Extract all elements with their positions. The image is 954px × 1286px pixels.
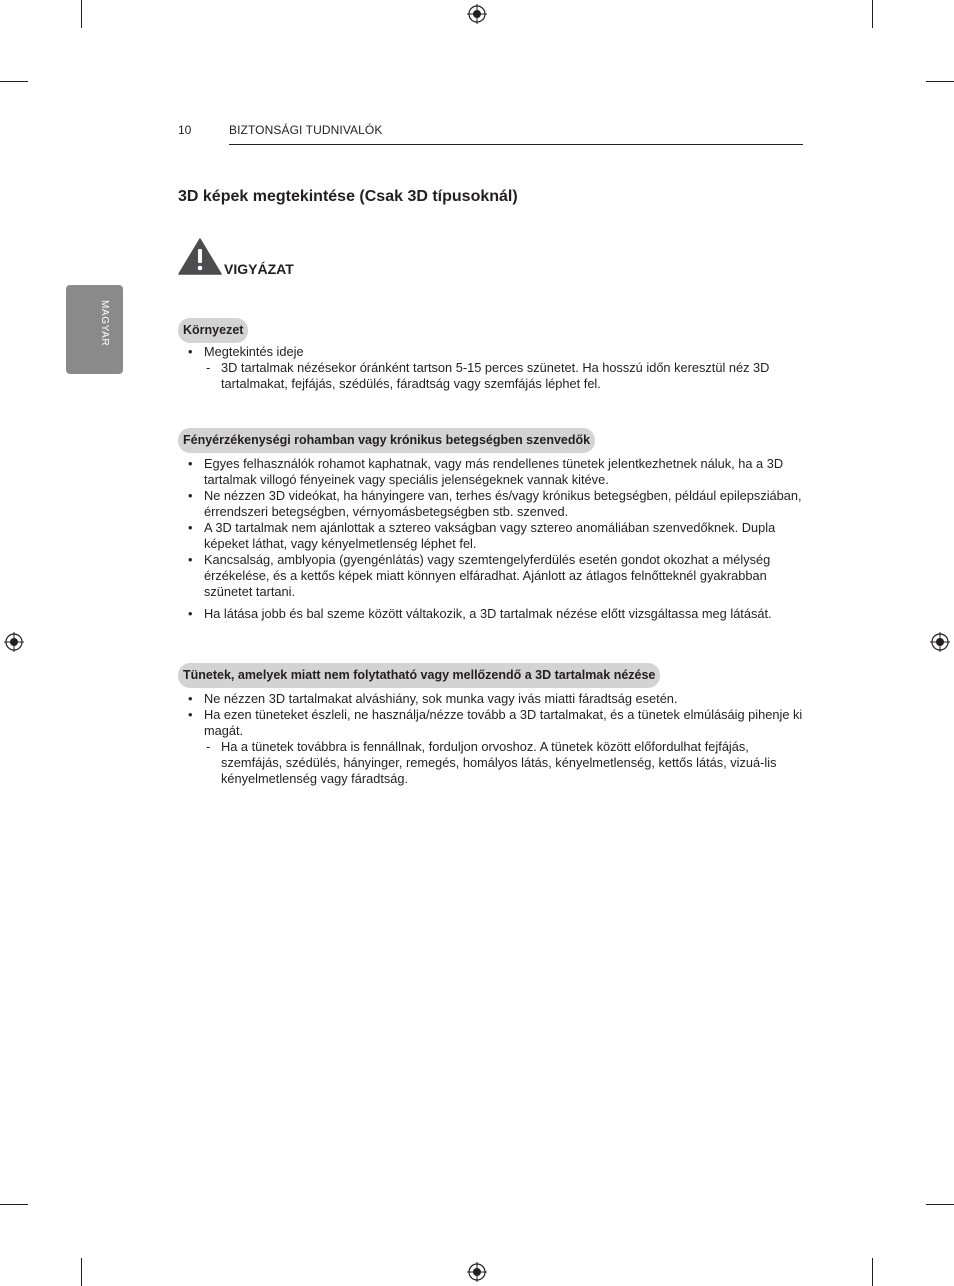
section-title: 3D képek megtekintése (Csak 3D típusoknál): [178, 188, 518, 205]
list-item: • Egyes felhasználók rohamot kaphatnak, vagy más rendellenes tünetek jelentkezhetnek náluk, ha a 3D tartalmak villogó fényeinek vagy speciális jelenségeknek vannak kitéve.: [186, 456, 806, 488]
registration-mark-icon: [467, 4, 487, 24]
crop-mark: [926, 1204, 954, 1205]
running-title: BIZTONSÁGI TUDNIVALÓK: [229, 123, 383, 137]
list-item: • Megtekintés ideje - 3D tartalmak nézésekor óránként tartson 5-15 perces szünetet. Ha hosszú időn keresztül néz 3D tartalmakat, fejfájás, szédülés, fáradtság vagy szemfájás léphet fel.: [186, 344, 806, 392]
caution-label: VIGYÁZAT: [224, 261, 294, 277]
section-heading-photosensitivity: Fényérzékenységi rohamban vagy krónikus betegségben szenvedők: [178, 428, 595, 453]
warning-triangle-icon: [178, 238, 222, 275]
crop-mark: [81, 0, 82, 28]
list-item: • A 3D tartalmak nem ajánlottak a sztereo vakságban vagy sztereo anomáliában szenvedőknek. Dupla képeket láthat, vagy kényelmetlenség léphet fel.: [186, 520, 806, 552]
sub-list-item: - 3D tartalmak nézésekor óránként tartson 5-15 perces szünetet. Ha hosszú időn keresztül néz 3D tartalmakat, fejfájás, szédülés, fáradtság vagy szemfájás léphet fel.: [204, 360, 806, 392]
list-item: • Ne nézzen 3D tartalmakat alváshiány, sok munka vagy ivás miatti fáradtság esetén.: [186, 691, 806, 707]
registration-mark-icon: [467, 1262, 487, 1282]
section-heading-symptoms: Tünetek, amelyek miatt nem folytatható vagy mellőzendő a 3D tartalmak nézése: [178, 663, 660, 688]
list-item: • Ha látása jobb és bal szeme között váltakozik, a 3D tartalmak nézése előtt vizsgáltassa meg látását.: [186, 606, 806, 622]
list-item: • Ne nézzen 3D videókat, ha hányingere van, terhes és/vagy krónikus betegségben, például epilepsziában, érrendszeri betegségben, vérnyomásbetegségben stb. szenved.: [186, 488, 806, 520]
registration-mark-icon: [4, 632, 24, 652]
crop-mark: [0, 1204, 28, 1205]
photosensitivity-list: [186, 456, 806, 622]
section-heading-environment: Környezet: [178, 318, 248, 343]
crop-mark: [872, 0, 873, 28]
language-tab-label: MAGYAR: [99, 300, 110, 347]
sub-list-item: - Ha a tünetek továbbra is fennállnak, forduljon orvoshoz. A tünetek között előfordulhat fejfájás, szemfájás, szédülés, hányinger, remegés, homályos látás, kényelmetlenség, kettős látás, vizuá-lis kényelmetlenség vagy fáradtság.: [204, 739, 806, 787]
symptoms-list: [186, 691, 806, 787]
environment-list: [186, 344, 806, 392]
registration-mark-icon: [930, 632, 950, 652]
list-item: • Kancsalság, amblyopia (gyengénlátás) vagy szemtengelyferdülés esetén gondot okozhat a mélység érzékelése, és a kettős képek miatt könnyen elfáradhat. Ajánlott az átlagos felnőtteknél gyakrabban szünetet tartani.: [186, 552, 806, 600]
crop-mark: [0, 81, 28, 82]
crop-mark: [926, 81, 954, 82]
crop-mark: [872, 1258, 873, 1286]
language-tab: [66, 285, 123, 374]
crop-mark: [81, 1258, 82, 1286]
list-item: • Ha ezen tüneteket észleli, ne használja/nézze tovább a 3D tartalmakat, és a tünetek elmúlásáig pihenje ki magát. - Ha a tünetek továbbra is fennállnak, forduljon orvoshoz. A tünetek között előfordulhat fejfájás, szemfájás, szédülés, hányinger, remegés, homályos látás, kényelmetlenség, kettős látás, vizuá-lis kényelmetlenség vagy fáradtság.: [186, 707, 806, 787]
page-number: 10: [178, 123, 192, 137]
header-rule: [229, 144, 803, 145]
